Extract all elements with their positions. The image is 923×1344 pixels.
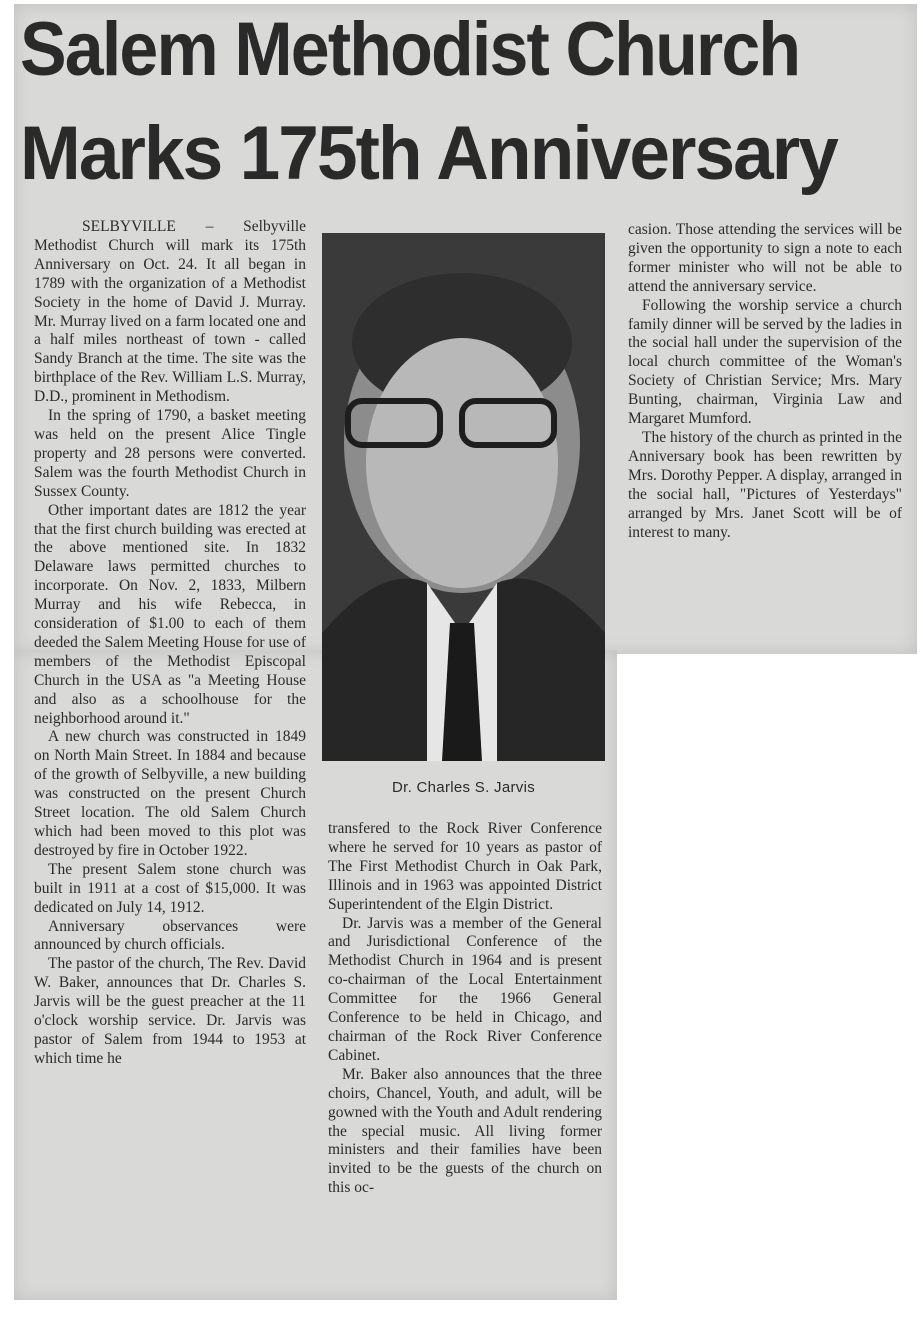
paragraph: Anniversary observances were announced by church officials. <box>34 917 306 954</box>
headline-line-2: Marks 175th Anniversary <box>20 111 837 196</box>
portrait-image <box>322 233 605 761</box>
paragraph: transfered to the Rock River Conference where he served for 10 years as pastor of The First Methodist Church in Oak Park, Illinois and in 1963 was appointed District Superintendent of the Elgin District. <box>328 820 602 913</box>
portrait-photo <box>322 233 605 761</box>
article-column-1 <box>34 218 306 1069</box>
paragraph: SELBYVILLE – Selbyville Methodist Church will mark its 175th Anniversary on Oct. 24. It all began in 1789 with the organization of a Methodist Society in the home of David J. Murray. Mr. Murray lived on a farm located one and a half miles northeast of town - called Sandy Branch at the time. The site was the birthplace of the Rev. William L.S. Murray, D.D., prominent in Methodism. <box>34 218 306 406</box>
headline-line-1: Salem Methodist Church <box>20 7 800 92</box>
paragraph: In the spring of 1790, a basket meeting was held on the present Alice Tingle property and 28 persons were converted. Salem was the fourth Methodist Church in Sussex County. <box>34 407 306 500</box>
photo-caption: Dr. Charles S. Jarvis <box>392 779 535 796</box>
paragraph: The pastor of the church, The Rev. David W. Baker, announces that Dr. Charles S. Jarvis will be the guest preacher at the 11 o'clock worship service. Dr. Jarvis was pastor of Salem from 1944 to 1953 at which time he <box>34 955 306 1067</box>
paragraph: The present Salem stone church was built in 1911 at a cost of $15,000. It was dedicated on July 14, 1912. <box>34 860 306 916</box>
article-column-3 <box>628 221 902 542</box>
paragraph: Following the worship service a church family dinner will be served by the ladies in the social hall under the supervision of the local church committee of the Woman's Society of Christian Service; Mrs. Mary Bunting, chairman, Virginia Law and Margaret Mumford. <box>628 296 902 428</box>
paragraph: Mr. Baker also announces that the three choirs, Chancel, Youth, and adult, will be gowned with the Youth and Adult rendering the special music. All living former ministers and their families have been invited to be the guests of the church on this oc- <box>328 1065 602 1197</box>
article-column-2 <box>328 820 602 1198</box>
paragraph: casion. Those attending the services will be given the opportunity to sign a note to each former minister who will not be able to attend the anniversary service. <box>628 221 902 295</box>
paragraph: A new church was constructed in 1849 on North Main Street. In 1884 and because of the growth of Selbyville, a new building was constructed on the present Church Street location. The old Salem Church which had been moved to this plot was destroyed by fire in October 1922. <box>34 728 306 859</box>
paragraph: Dr. Jarvis was a member of the General and Jurisdictional Conference of the Methodist Church in 1964 and is present co-chairman of the Local Entertainment Committee for the 1966 General Conference to be held in Chicago, and chairman of the Rock River Conference Cabinet. <box>328 914 602 1064</box>
paragraph: Other important dates are 1812 the year that the first church building was erected at the above mentioned site. In 1832 Delaware laws permitted churches to incorporate. On Nov. 2, 1833, Milbern Murray and his wife Rebecca, in consideration of $1.00 to each of them deeded the Salem Meeting House for use of members of the Methodist Episcopal Church in the USA as "a Meeting House and also as a schoolhouse for the neighborhood around it." <box>34 501 306 727</box>
paragraph: The history of the church as printed in the Anniversary book has been rewritten by Mrs. Dorothy Pepper. A display, arranged in the social hall, "Pictures of Yesterdays" arranged by Mrs. Janet Scott will be of interest to many. <box>628 428 902 541</box>
